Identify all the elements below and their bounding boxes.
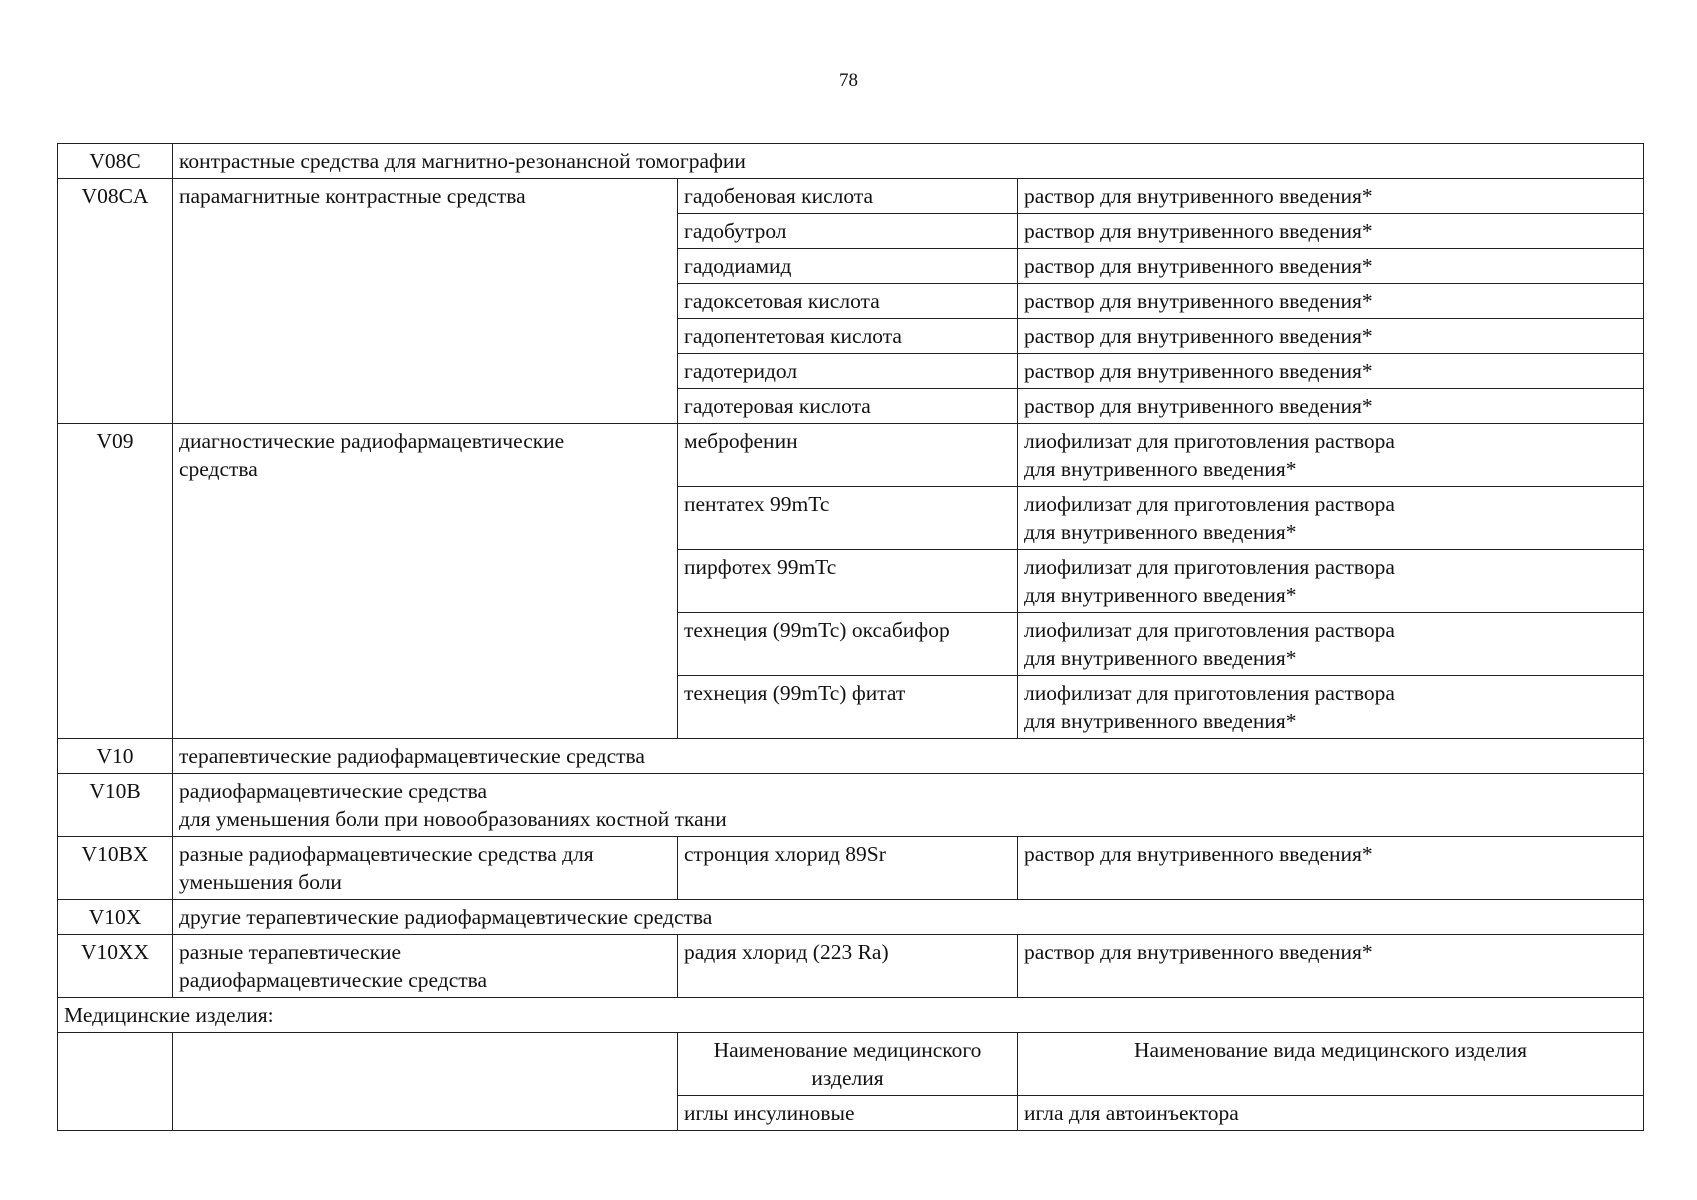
drug-table: [57, 143, 1644, 1131]
table-row-v10b: [58, 774, 1644, 837]
table-row-v10xx: [58, 935, 1644, 998]
devices-section-title: Медицинские изделия:: [58, 998, 1644, 1033]
atc-group-cell: разные терапевтические радиофармацевтические средства: [173, 935, 678, 998]
drug-name-cell: меброфенин: [678, 424, 1018, 487]
table-row-v10x: [58, 900, 1644, 935]
dosage-form-cell: лиофилизат для приготовления раствора для внутривенного введения*: [1018, 487, 1644, 550]
dosage-form-cell: раствор для внутривенного введения*: [1018, 319, 1644, 354]
drug-name-cell: стронция хлорид 89Sr: [678, 837, 1018, 900]
atc-code-cell: V10BX: [58, 837, 173, 900]
table-row-devices-title: [58, 998, 1644, 1033]
page-number: 78: [839, 70, 858, 91]
atc-group-cell: терапевтические радиофармацевтические средства: [173, 739, 1644, 774]
drug-name-cell: радия хлорид (223 Ra): [678, 935, 1018, 998]
drug-name-cell: гадодиамид: [678, 249, 1018, 284]
atc-code-cell: V10: [58, 739, 173, 774]
dosage-form-cell: лиофилизат для приготовления раствора для внутривенного введения*: [1018, 676, 1644, 739]
atc-code-cell: V10XX: [58, 935, 173, 998]
table-row-v08c: [58, 144, 1644, 179]
table-row-devices-header: [58, 1033, 1644, 1096]
dosage-form-cell: раствор для внутривенного введения*: [1018, 214, 1644, 249]
atc-group-cell: разные радиофармацевтические средства для уменьшения боли: [173, 837, 678, 900]
table-row-v08ca: [58, 179, 1644, 214]
atc-group-cell: парамагнитные контрастные средства: [173, 179, 678, 424]
dosage-form-cell: лиофилизат для приготовления раствора для внутривенного введения*: [1018, 613, 1644, 676]
atc-code-cell: V08C: [58, 144, 173, 179]
device-kind-cell: игла для автоинъектора: [1018, 1096, 1644, 1131]
device-name-header: Наименование медицинского изделия: [678, 1033, 1018, 1096]
dosage-form-cell: раствор для внутривенного введения*: [1018, 354, 1644, 389]
drug-name-cell: технеция (99mTc) фитат: [678, 676, 1018, 739]
atc-group-cell: контрастные средства для магнитно-резонансной томографии: [173, 144, 1644, 179]
dosage-form-cell: раствор для внутривенного введения*: [1018, 284, 1644, 319]
atc-group-cell: радиофармацевтические средства для уменьшения боли при новообразованиях костной ткани: [173, 774, 1644, 837]
drug-name-cell: гадотеровая кислота: [678, 389, 1018, 424]
atc-code-cell: V10B: [58, 774, 173, 837]
drug-name-cell: технеция (99mTc) оксабифор: [678, 613, 1018, 676]
table-row-v09: [58, 424, 1644, 487]
table-row-v10: [58, 739, 1644, 774]
dosage-form-cell: лиофилизат для приготовления раствора для внутривенного введения*: [1018, 550, 1644, 613]
dosage-form-cell: раствор для внутривенного введения*: [1018, 837, 1644, 900]
dosage-form-cell: раствор для внутривенного введения*: [1018, 935, 1644, 998]
atc-code-cell: V09: [58, 424, 173, 739]
drug-name-cell: гадотеридол: [678, 354, 1018, 389]
atc-group-cell: диагностические радиофармацевтические средства: [173, 424, 678, 739]
empty-cell: [173, 1033, 678, 1131]
atc-code-cell: V10X: [58, 900, 173, 935]
atc-code-cell: V08CA: [58, 179, 173, 424]
atc-group-cell: другие терапевтические радиофармацевтические средства: [173, 900, 1644, 935]
drug-name-cell: пирфотех 99mTc: [678, 550, 1018, 613]
empty-cell: [58, 1033, 173, 1131]
dosage-form-cell: раствор для внутривенного введения*: [1018, 179, 1644, 214]
device-name-cell: иглы инсулиновые: [678, 1096, 1018, 1131]
device-kind-header: Наименование вида медицинского изделия: [1018, 1033, 1644, 1096]
drug-name-cell: пентатех 99mTc: [678, 487, 1018, 550]
dosage-form-cell: лиофилизат для приготовления раствора для внутривенного введения*: [1018, 424, 1644, 487]
dosage-form-cell: раствор для внутривенного введения*: [1018, 389, 1644, 424]
drug-name-cell: гадобутрол: [678, 214, 1018, 249]
drug-name-cell: гадобеновая кислота: [678, 179, 1018, 214]
drug-name-cell: гадоксетовая кислота: [678, 284, 1018, 319]
table-row-v10bx: [58, 837, 1644, 900]
drug-name-cell: гадопентетовая кислота: [678, 319, 1018, 354]
dosage-form-cell: раствор для внутривенного введения*: [1018, 249, 1644, 284]
